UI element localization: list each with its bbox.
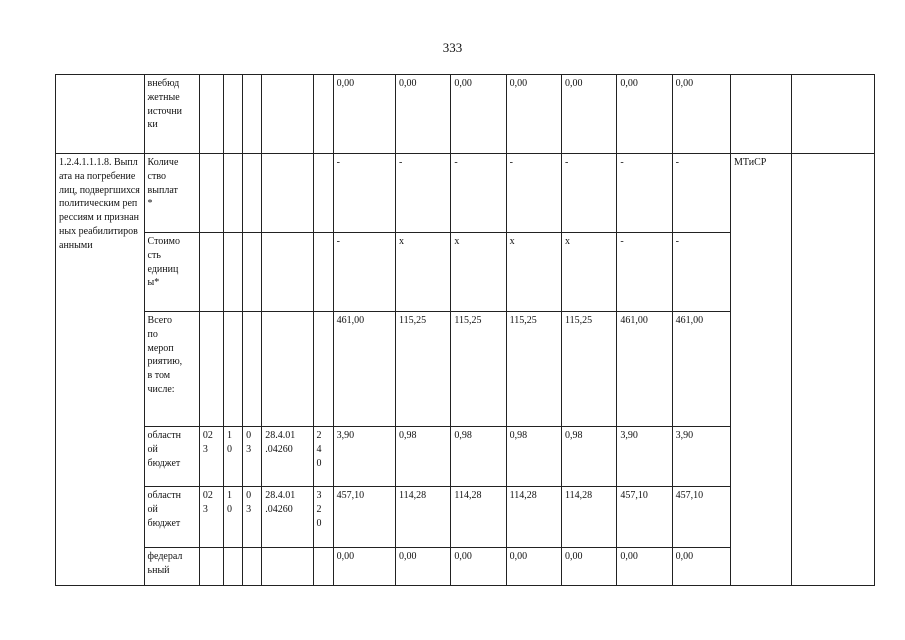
code-part-cell: 0 3 xyxy=(243,427,262,487)
value-cell: - xyxy=(617,154,672,233)
value-cell: 115,25 xyxy=(396,312,451,427)
value-cell: 0,00 xyxy=(451,548,506,586)
code-part-cell xyxy=(243,233,262,312)
indicator-cell: Количе ство выплат * xyxy=(144,154,199,233)
executor-cell: МТиСР xyxy=(731,154,792,586)
value-cell: 114,28 xyxy=(562,487,617,548)
extra-cell xyxy=(792,75,875,154)
value-cell: 3,90 xyxy=(617,427,672,487)
value-cell: 0,00 xyxy=(333,548,395,586)
code-part-cell xyxy=(262,233,313,312)
indicator-cell: областн ой бюджет xyxy=(144,427,199,487)
code-part-cell: 1 0 xyxy=(224,487,243,548)
page-number: 333 xyxy=(442,40,463,55)
value-cell: 115,25 xyxy=(562,312,617,427)
value-cell: 457,10 xyxy=(333,487,395,548)
code-part-cell xyxy=(243,312,262,427)
value-cell: 3,90 xyxy=(672,427,730,487)
value-cell: 0,98 xyxy=(562,427,617,487)
value-cell: 115,25 xyxy=(451,312,506,427)
value-cell: 0,00 xyxy=(396,75,451,154)
indicator-cell: Всего по мероп риятию, в том числе: xyxy=(144,312,199,427)
value-cell: 0,00 xyxy=(672,75,730,154)
value-cell: - xyxy=(333,154,395,233)
value-cell: 0,00 xyxy=(506,75,561,154)
code-part-cell xyxy=(313,75,333,154)
value-cell: x xyxy=(451,233,506,312)
budget-table xyxy=(55,74,875,586)
table-row xyxy=(56,75,875,154)
code-part-cell xyxy=(313,154,333,233)
value-cell: 0,00 xyxy=(333,75,395,154)
value-cell: - xyxy=(333,233,395,312)
code-part-cell xyxy=(199,548,223,586)
executor-cell xyxy=(731,75,792,154)
value-cell: 3,90 xyxy=(333,427,395,487)
value-cell: 0,98 xyxy=(451,427,506,487)
value-cell: 457,10 xyxy=(617,487,672,548)
value-cell: - xyxy=(672,233,730,312)
measure-title-cell: 1.2.4.1.1.1.8. Выплата на погребение лиц, подвергшихся политическим репрессиям и признанных реабилитированными xyxy=(56,154,145,586)
value-cell: 0,00 xyxy=(562,75,617,154)
value-cell: 461,00 xyxy=(617,312,672,427)
indicator-cell: внебюд жетные источни ки xyxy=(144,75,199,154)
code-part-cell: 02 3 xyxy=(199,487,223,548)
value-cell: - xyxy=(451,154,506,233)
indicator-cell: областн ой бюджет xyxy=(144,487,199,548)
code-part-cell xyxy=(262,548,313,586)
code-part-cell xyxy=(262,75,313,154)
code-part-cell: 28.4.01 .04260 xyxy=(262,487,313,548)
indicator-cell: федерал ьный xyxy=(144,548,199,586)
indicator-cell: Стоимо сть единиц ы* xyxy=(144,233,199,312)
value-cell: 457,10 xyxy=(672,487,730,548)
code-part-cell xyxy=(243,75,262,154)
value-cell: 114,28 xyxy=(451,487,506,548)
code-part-cell xyxy=(199,75,223,154)
value-cell: 115,25 xyxy=(506,312,561,427)
code-part-cell: 0 3 xyxy=(243,487,262,548)
code-part-cell: 2 4 0 xyxy=(313,427,333,487)
value-cell: 0,98 xyxy=(396,427,451,487)
code-part-cell xyxy=(199,233,223,312)
code-part-cell: 02 3 xyxy=(199,427,223,487)
value-cell: 0,00 xyxy=(562,548,617,586)
code-part-cell xyxy=(243,154,262,233)
code-part-cell xyxy=(224,75,243,154)
extra-cell xyxy=(792,154,875,586)
value-cell: 114,28 xyxy=(396,487,451,548)
code-part-cell xyxy=(262,154,313,233)
measure-title-cell xyxy=(56,75,145,154)
value-cell: x xyxy=(506,233,561,312)
code-part-cell xyxy=(199,312,223,427)
code-part-cell xyxy=(313,312,333,427)
code-part-cell: 3 2 0 xyxy=(313,487,333,548)
value-cell: 0,00 xyxy=(617,75,672,154)
value-cell: 114,28 xyxy=(506,487,561,548)
code-part-cell xyxy=(243,548,262,586)
value-cell: 0,00 xyxy=(451,75,506,154)
value-cell: 0,00 xyxy=(672,548,730,586)
code-part-cell xyxy=(262,312,313,427)
value-cell: - xyxy=(672,154,730,233)
code-part-cell xyxy=(224,154,243,233)
table-row xyxy=(56,154,875,233)
value-cell: - xyxy=(562,154,617,233)
value-cell: 461,00 xyxy=(333,312,395,427)
value-cell: 0,00 xyxy=(396,548,451,586)
code-part-cell xyxy=(224,233,243,312)
code-part-cell xyxy=(199,154,223,233)
value-cell: 0,00 xyxy=(506,548,561,586)
value-cell: - xyxy=(617,233,672,312)
code-part-cell xyxy=(313,233,333,312)
code-part-cell: 28.4.01 .04260 xyxy=(262,427,313,487)
code-part-cell xyxy=(224,548,243,586)
value-cell: - xyxy=(396,154,451,233)
value-cell: 0,00 xyxy=(617,548,672,586)
value-cell: 461,00 xyxy=(672,312,730,427)
value-cell: 0,98 xyxy=(506,427,561,487)
value-cell: - xyxy=(506,154,561,233)
code-part-cell: 1 0 xyxy=(224,427,243,487)
value-cell: x xyxy=(396,233,451,312)
code-part-cell xyxy=(313,548,333,586)
value-cell: x xyxy=(562,233,617,312)
code-part-cell xyxy=(224,312,243,427)
